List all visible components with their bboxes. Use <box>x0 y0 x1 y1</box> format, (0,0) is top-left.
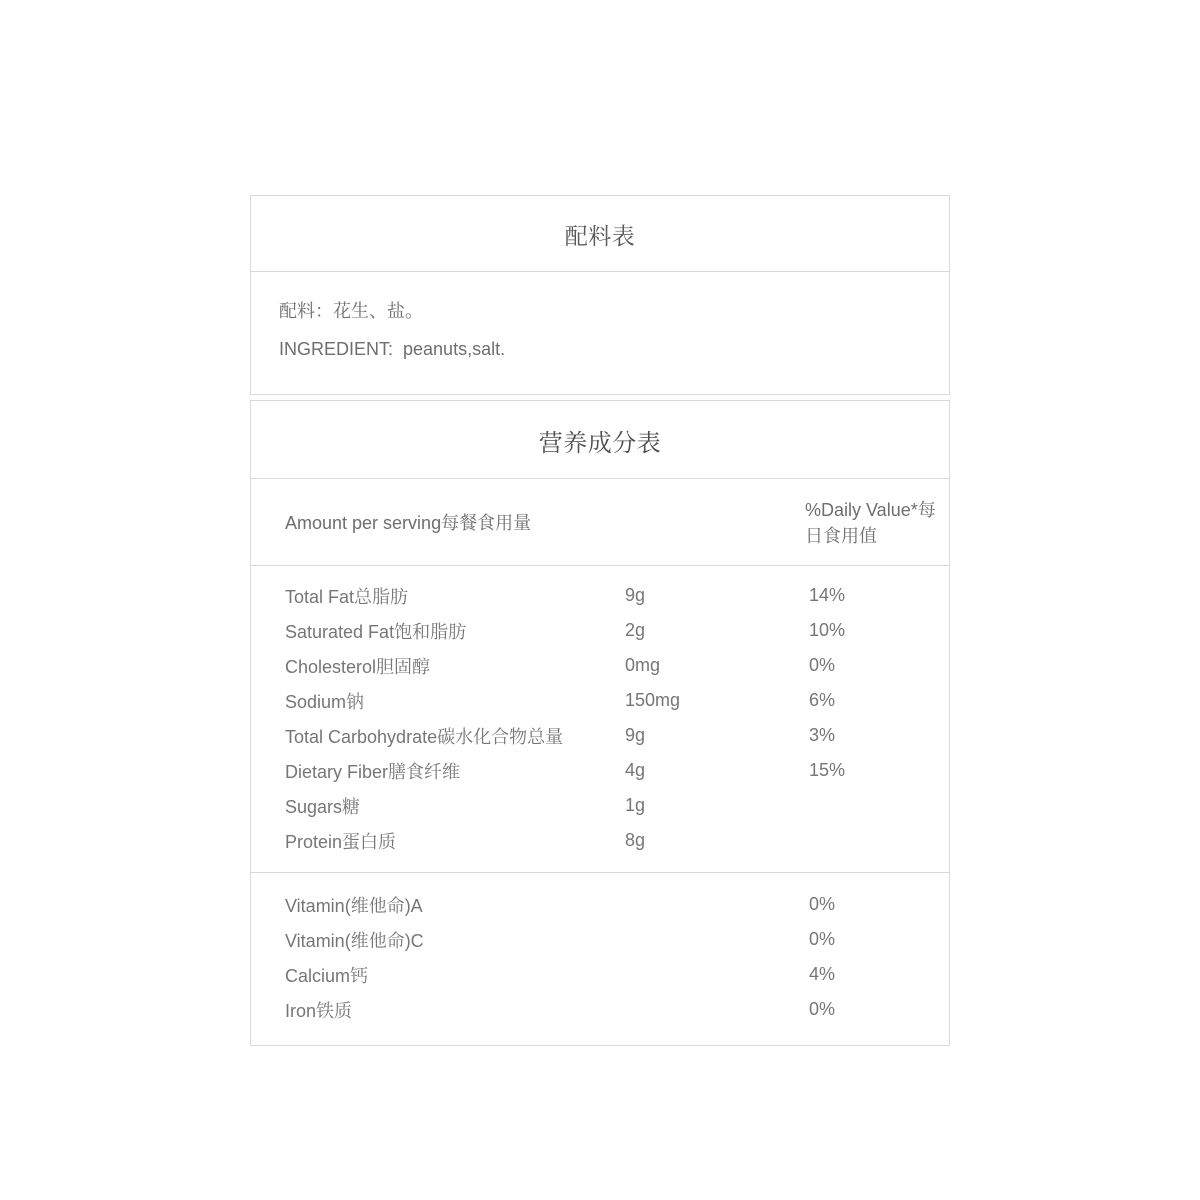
nutrient-amount: 9g <box>625 585 646 605</box>
nutrient-daily-value: 6% <box>809 690 836 710</box>
nutrition-panel-title: 营养成分表 <box>251 401 949 479</box>
nutrient-name: Sugars糖 <box>285 796 361 817</box>
nutrient-amount: 4g <box>625 760 646 780</box>
nutrition-table-header-row <box>251 479 949 566</box>
nutrition-facts-panel <box>250 400 950 1046</box>
nutrient-amount: 2g <box>625 620 646 640</box>
nutrient-daily-value: 10% <box>809 620 846 640</box>
ingredients-panel-body <box>251 272 949 394</box>
table-row <box>251 648 949 683</box>
nutrient-daily-value: 0% <box>809 894 836 914</box>
table-row <box>251 566 949 614</box>
table-row <box>251 922 949 957</box>
table-row <box>251 873 949 922</box>
nutrient-name: Saturated Fat饱和脂肪 <box>285 621 467 642</box>
nutrient-amount: 9g <box>625 725 646 745</box>
ingredients-panel <box>250 195 950 395</box>
table-row <box>251 823 949 873</box>
column-header-amount: Amount per serving每餐食用量 <box>285 513 532 533</box>
nutrient-name: Total Fat总脂肪 <box>285 586 409 607</box>
nutrient-amount: 150mg <box>625 690 681 710</box>
nutrient-daily-value: 15% <box>809 760 846 780</box>
nutrient-name: Calcium钙 <box>285 965 369 986</box>
nutrient-amount <box>625 957 805 992</box>
table-row <box>251 613 949 648</box>
nutrient-name: Vitamin(维他命)A <box>285 895 423 916</box>
nutrient-daily-value: 14% <box>809 585 846 605</box>
nutrient-daily-value <box>805 823 949 873</box>
ingredients-line-chinese: 配料：花生、盐。 <box>279 301 423 321</box>
nutrient-name: Sodium钠 <box>285 691 365 712</box>
nutrient-amount <box>625 992 805 1045</box>
nutrient-name: Vitamin(维他命)C <box>285 930 424 951</box>
nutrient-daily-value: 0% <box>809 655 836 675</box>
nutrient-daily-value <box>805 788 949 823</box>
nutrient-daily-value: 0% <box>809 999 836 1019</box>
nutrition-table <box>251 479 949 1045</box>
ingredients-line-english: INGREDIENT: peanuts,salt. <box>279 339 506 359</box>
table-row <box>251 683 949 718</box>
nutrient-amount: 0mg <box>625 655 661 675</box>
nutrient-daily-value: 0% <box>809 929 836 949</box>
table-row <box>251 957 949 992</box>
nutrient-name: Cholesterol胆固醇 <box>285 656 431 677</box>
ingredients-panel-title: 配料表 <box>251 196 949 272</box>
nutrient-name: Total Carbohydrate碳水化合物总量 <box>285 726 564 747</box>
nutrient-name: Iron铁质 <box>285 1000 353 1021</box>
nutrient-amount: 1g <box>625 795 646 815</box>
nutrient-amount: 8g <box>625 830 646 850</box>
nutrient-amount <box>625 873 805 922</box>
nutrient-daily-value: 3% <box>809 725 836 745</box>
nutrient-name: Dietary Fiber膳食纤维 <box>285 761 461 782</box>
table-row <box>251 788 949 823</box>
table-row <box>251 718 949 753</box>
nutrient-daily-value: 4% <box>809 964 836 984</box>
table-row <box>251 992 949 1045</box>
table-row <box>251 753 949 788</box>
nutrient-amount <box>625 922 805 957</box>
column-header-daily-value: %Daily Value*每日食用值 <box>805 500 936 546</box>
nutrient-name: Protein蛋白质 <box>285 831 397 852</box>
